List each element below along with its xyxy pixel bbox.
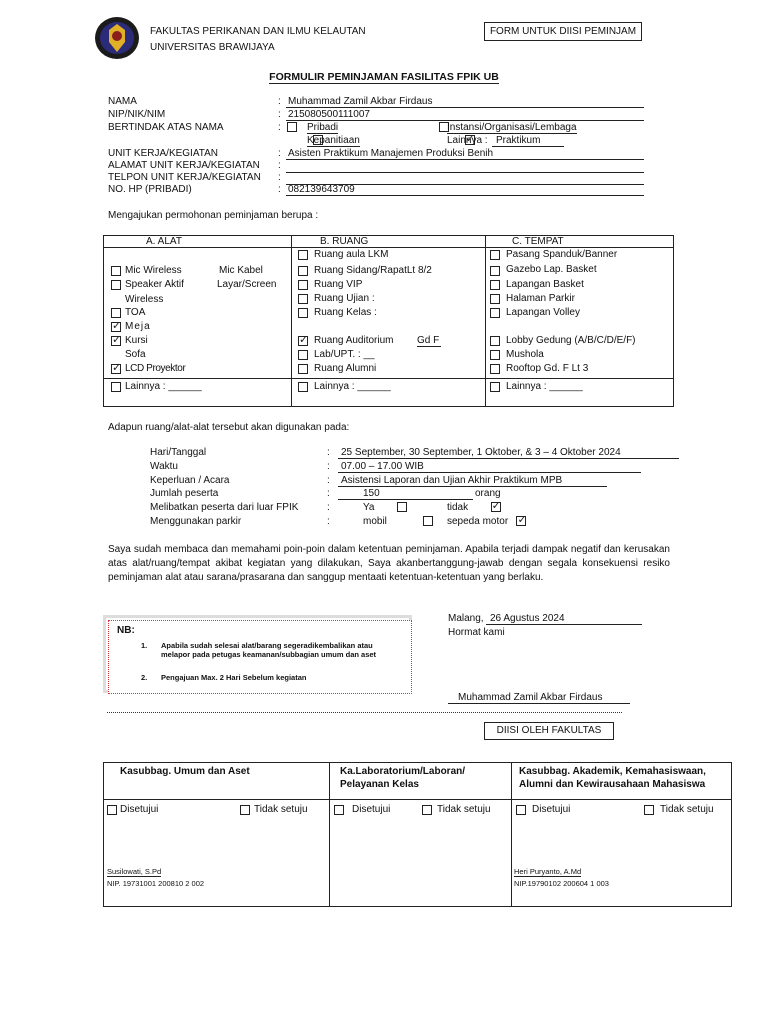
ruang-lainnya-label: Lainnya : ______ [314, 381, 391, 392]
university-name: UNIVERSITAS BRAWIJAYA [150, 42, 275, 53]
rooftop-label: Rooftop Gd. F Lt 3 [506, 363, 589, 374]
spanduk-label: Pasang Spanduk/Banner [506, 249, 618, 260]
col2-title-line1: Ka.Laboratorium/Laboran/ [340, 766, 466, 777]
nama-label: NAMA [108, 96, 137, 107]
gazebo-checkbox[interactable] [490, 266, 500, 276]
nb-item1: Apabila sudah selesai alat/barang segeradikembalikan atau melapor pada petugas keamanan/subbagian umum dan aset [161, 641, 377, 659]
alumni-label: Ruang Alumni [314, 363, 377, 374]
col1-tidak-label: Tidak setuju [254, 804, 308, 815]
col3-tidak-checkbox[interactable] [644, 805, 654, 815]
lainnya-label: Lainnya : [447, 135, 488, 146]
col1-signer-nip: NIP. 19731001 200810 2 002 [107, 879, 205, 888]
alumni-checkbox[interactable] [298, 364, 308, 374]
basket-label: Lapangan Basket [506, 279, 584, 290]
tempat-lainnya-checkbox[interactable] [490, 382, 500, 392]
motor-label: sepeda motor [447, 516, 509, 527]
hari-label: Hari/Tanggal [150, 447, 207, 458]
tidak-label: tidak [447, 502, 469, 513]
nb-item2: Pengajuan Max. 2 Hari Sebelum kegiatan [161, 673, 307, 682]
colon: : [327, 516, 330, 527]
volley-checkbox[interactable] [490, 308, 500, 318]
col2-disetujui-checkbox[interactable] [334, 805, 344, 815]
column-divider [291, 236, 292, 406]
col2-tidak-label: Tidak setuju [437, 804, 491, 815]
lab-label: Lab/UPT. : __ [314, 349, 375, 360]
motor-checkbox[interactable] [516, 516, 526, 526]
colon: : [278, 172, 281, 183]
approval-table [103, 762, 732, 907]
lcd-label: LCD Proyektor [125, 363, 186, 374]
sidang-label: Ruang Sidang/RapatLt 8/2 [314, 265, 432, 276]
jumlah-field[interactable]: 150 [338, 488, 473, 500]
column-divider [511, 763, 512, 906]
mobil-label: mobil [363, 516, 387, 527]
aula-label: Ruang aula LKM [314, 249, 389, 260]
mushola-label: Mushola [506, 349, 544, 360]
colon: : [278, 148, 281, 159]
nip-label: NIP/NIK/NIM [108, 109, 166, 120]
lainnya-field[interactable]: Praktikum [492, 135, 564, 147]
colon: : [327, 488, 330, 499]
col1-title: Kasubbag. Umum dan Aset [120, 766, 250, 777]
vip-checkbox[interactable] [298, 280, 308, 290]
signature-place: Malang, [448, 613, 484, 624]
alat-lainnya-label: Lainnya : ______ [125, 381, 202, 392]
meja-checkbox[interactable] [111, 322, 121, 332]
header-divider [104, 247, 673, 248]
unit-label: UNIT KERJA/KEGIATAN [108, 148, 219, 159]
col3-disetujui-checkbox[interactable] [516, 805, 526, 815]
vip-label: Ruang VIP [314, 279, 363, 290]
keperluan-field[interactable]: Asistensi Laporan dan Ujian Akhir Praktikum MPB [338, 475, 607, 487]
usage-intro: Adapun ruang/alat-alat tersebut akan digunakan pada: [108, 422, 350, 433]
luar-ya-checkbox[interactable] [397, 502, 407, 512]
mic-kabel-label: Mic Kabel [219, 265, 263, 276]
kelas-checkbox[interactable] [298, 308, 308, 318]
footer-divider [104, 378, 673, 379]
ruang-lainnya-checkbox[interactable] [298, 382, 308, 392]
kursi-label: Kursi [125, 335, 148, 346]
nip-field[interactable]: 215080500111007 [286, 109, 644, 121]
signature-date[interactable]: 26 Agustus 2024 [486, 613, 642, 625]
column-divider [329, 763, 330, 906]
lcd-checkbox[interactable] [111, 364, 121, 374]
mushola-checkbox[interactable] [490, 350, 500, 360]
col1-tidak-checkbox[interactable] [240, 805, 250, 815]
gazebo-label: Gazebo Lap. Basket [506, 264, 597, 275]
pribadi-label: Pribadi [307, 122, 339, 133]
colon: : [327, 502, 330, 513]
hari-field[interactable]: 25 September, 30 September, 1 Oktober, & 3 – 4 Oktober 2024 [338, 447, 679, 459]
aula-checkbox[interactable] [298, 250, 308, 260]
colon: : [278, 122, 281, 133]
col3-disetujui-label: Disetujui [532, 804, 571, 815]
alat-lainnya-checkbox[interactable] [111, 382, 121, 392]
university-logo [94, 16, 140, 60]
kursi-checkbox[interactable] [111, 336, 121, 346]
lobby-label: Lobby Gedung (A/B/C/D/E/F) [506, 335, 636, 346]
col1-disetujui-checkbox[interactable] [107, 805, 117, 815]
request-intro: Mengajukan permohonan peminjaman berupa : [108, 210, 319, 221]
orang-label: orang [475, 488, 501, 499]
kelas-label: Ruang Kelas : [314, 307, 377, 318]
ya-label: Ya [363, 502, 375, 513]
col-ruang-header: B. RUANG [320, 236, 369, 247]
telpon-label: TELPON UNIT KERJA/KEGIATAN [108, 172, 261, 183]
header-divider [104, 799, 731, 800]
unit-field[interactable]: Asisten Praktikum Manajemen Produksi Benih [286, 148, 644, 160]
ujian-label: Ruang Ujian : [314, 293, 375, 304]
colon: : [278, 160, 281, 171]
signature-name: Muhammad Zamil Akbar Firdaus [448, 692, 630, 704]
nb-box [108, 620, 412, 694]
colon: : [327, 447, 330, 458]
toa-label: TOA [125, 307, 146, 318]
colon: : [278, 184, 281, 195]
col1-signer-name: Susilowati, S.Pd [107, 867, 162, 876]
kepanitiaan-label: Kepanitiaan [307, 135, 360, 146]
separator-line [107, 712, 622, 713]
col3-tidak-label: Tidak setuju [660, 804, 714, 815]
nama-field[interactable]: Muhammad Zamil Akbar Firdaus [286, 96, 644, 108]
jumlah-label: Jumlah peserta [150, 488, 219, 499]
col3-signer-name: Heri Puryanto, A.Md [514, 867, 582, 876]
col1-disetujui-label: Disetujui [120, 804, 159, 815]
hp-field[interactable]: 082139643709 [286, 184, 644, 196]
alamat-label: ALAMAT UNIT KERJA/KEGIATAN [108, 160, 260, 171]
luar-tidak-checkbox[interactable] [491, 502, 501, 512]
meja-label: Meja [125, 321, 151, 332]
col2-disetujui-label: Disetujui [352, 804, 391, 815]
auditorium-checkbox[interactable] [298, 336, 308, 346]
parkir-label: Menggunakan parkir [150, 516, 242, 527]
col2-title-line2: Pelayanan Kelas [340, 779, 419, 790]
sofa-label: Sofa [125, 349, 146, 360]
wireless-label: Wireless [125, 294, 164, 305]
mobil-checkbox[interactable] [423, 516, 433, 526]
faculty-name: FAKULTAS PERIKANAN DAN ILMU KELAUTAN [150, 26, 366, 37]
statement-paragraph: Saya sudah membaca dan memahami poin-poin dalam ketentuan peminjaman. Apabila terjadi dampak negatif dan kerusakan atas alat/ruang/tempat akibat kegiatan yang dilakukan, Saya akanbertanggung-jawab dengan segala konsekuensi resiko peminjaman alat atau sarana/prasarana dan sanggup mentaati ketentuan-ketentuan yang berlaku. [108, 544, 670, 583]
form-type-box: FORM UNTUK DIISI PEMINJAM [484, 22, 642, 41]
col-tempat-header: C. TEMPAT [512, 236, 564, 247]
spanduk-checkbox[interactable] [490, 250, 500, 260]
speaker-label: Speaker Aktif [125, 279, 184, 290]
form-title: FORMULIR PEMINJAMAN FASILITAS FPIK UB [269, 71, 499, 83]
ujian-checkbox[interactable] [298, 294, 308, 304]
nb-item2-number: 2. [141, 673, 148, 682]
col3-signer-nip: NIP.19790102 200604 1 003 [514, 879, 609, 888]
nb-label: NB: [117, 625, 135, 636]
speaker-checkbox[interactable] [111, 280, 121, 290]
colon: : [278, 109, 281, 120]
toa-checkbox[interactable] [111, 308, 121, 318]
hp-label: NO. HP (PRIBADI) [108, 184, 192, 195]
col-alat-header: A. ALAT [146, 236, 182, 247]
mic-wireless-label: Mic Wireless [125, 265, 182, 276]
instansi-label: Instansi/Organisasi/Lembaga [447, 122, 577, 133]
rooftop-checkbox[interactable] [490, 364, 500, 374]
layar-label: Layar/Screen [217, 279, 277, 290]
parkir-checkbox[interactable] [490, 294, 500, 304]
signature-hormat: Hormat kami [448, 627, 505, 638]
col3-title-line1: Kasubbag. Akademik, Kemahasiswaan, [519, 766, 706, 777]
col3-title-line2: Alumni dan Kewirausahaan Mahasiswa [519, 779, 706, 790]
faculty-box: DIISI OLEH FAKULTAS [484, 722, 614, 740]
auditorium-field[interactable]: Gd F [417, 335, 440, 346]
mic-wireless-checkbox[interactable] [111, 266, 121, 276]
auditorium-label: Ruang Auditorium [314, 335, 394, 346]
col2-tidak-checkbox[interactable] [422, 805, 432, 815]
colon: : [278, 96, 281, 107]
basket-checkbox[interactable] [490, 280, 500, 290]
atas-nama-label: BERTINDAK ATAS NAMA [108, 122, 224, 133]
facility-table [103, 235, 674, 407]
sidang-checkbox[interactable] [298, 266, 308, 276]
colon: : [327, 461, 330, 472]
waktu-label: Waktu [150, 461, 178, 472]
tempat-lainnya-label: Lainnya : ______ [506, 381, 583, 392]
column-divider [485, 236, 486, 406]
waktu-field[interactable]: 07.00 – 17.00 WIB [338, 461, 641, 473]
nb-item1-number: 1. [141, 641, 148, 650]
colon: : [327, 475, 330, 486]
lab-checkbox[interactable] [298, 350, 308, 360]
lobby-checkbox[interactable] [490, 336, 500, 346]
pribadi-checkbox[interactable] [287, 122, 297, 132]
luar-fpik-label: Melibatkan peserta dari luar FPIK [150, 502, 299, 513]
parkir-label: Halaman Parkir [506, 293, 575, 304]
volley-label: Lapangan Volley [506, 307, 580, 318]
keperluan-label: Keperluan / Acara [150, 475, 230, 486]
